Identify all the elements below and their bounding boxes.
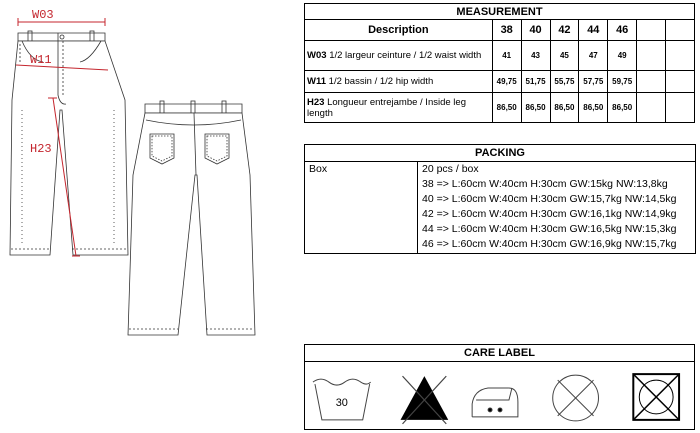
empty-size-header [666, 20, 695, 41]
pants-back-view [128, 101, 255, 335]
measurement-value: 47 [579, 41, 608, 71]
waist-label: W03 [32, 8, 54, 22]
size-header: 42 [550, 20, 579, 41]
packing-line: 42 => L:60cm W:40cm H:30cm GW:16,1kg NW:14,9kg [422, 208, 677, 221]
no-bleach-icon [401, 376, 449, 424]
table-row [305, 41, 695, 71]
size-header: 38 [492, 20, 521, 41]
packing-line: 46 => L:60cm W:40cm H:30cm GW:16,9kg NW:15,7kg [422, 238, 677, 251]
care-label-section [304, 344, 695, 430]
packing-line: 44 => L:60cm W:40cm H:30cm GW:16,5kg NW:15,3kg [422, 223, 677, 236]
measurement-value: 86,50 [579, 93, 608, 123]
measurement-value: 45 [550, 41, 579, 71]
size-header: 46 [608, 20, 637, 41]
measurement-value: 86,50 [608, 93, 637, 123]
packing-line: 38 => L:60cm W:40cm H:30cm GW:15kg NW:13,8kg [422, 178, 668, 191]
care-icons [305, 362, 694, 430]
measurement-table [304, 3, 695, 123]
wash-temperature: 30 [335, 396, 348, 409]
measurement-description: H23 Longueur entrejambe / Inside leg length [305, 93, 493, 123]
measurement-value: 86,50 [521, 93, 550, 123]
measurement-value: 41 [492, 41, 521, 71]
iron-medium-icon [472, 388, 518, 417]
inseam-label: H23 [30, 142, 52, 156]
no-dry-clean-icon [553, 375, 599, 421]
pants-front-view [10, 31, 128, 255]
packing-details [418, 162, 696, 254]
measurement-value: 86,50 [492, 93, 521, 123]
packing-line: 20 pcs / box [422, 163, 479, 175]
description-header: Description [305, 20, 493, 41]
size-header: 44 [579, 20, 608, 41]
measurement-value: 59,75 [608, 71, 637, 93]
measurement-value: 57,75 [579, 71, 608, 93]
measurement-value: 55,75 [550, 71, 579, 93]
measurement-header-row [305, 20, 695, 41]
care-label-title: CARE LABEL [305, 345, 694, 362]
packing-line: 40 => L:60cm W:40cm H:30cm GW:15,7kg NW:14,5kg [422, 193, 677, 206]
size-header: 40 [521, 20, 550, 41]
measurement-value: 49 [608, 41, 637, 71]
hip-label: W11 [30, 53, 52, 67]
measurement-value: 43 [521, 41, 550, 71]
wash-30-icon [313, 379, 371, 420]
measurement-description: W03 1/2 largeur ceinture / 1/2 waist width [305, 41, 493, 71]
pants-technical-sketch [0, 0, 300, 433]
measurement-value: 86,50 [550, 93, 579, 123]
packing-table [304, 144, 696, 254]
table-row [305, 71, 695, 93]
packing-label: Box [305, 162, 418, 254]
measurement-title: MEASUREMENT [305, 4, 695, 20]
empty-size-header [637, 20, 666, 41]
measurement-value: 51,75 [521, 71, 550, 93]
no-tumble-dry-icon [633, 374, 679, 420]
table-row [305, 93, 695, 123]
measurement-value: 49,75 [492, 71, 521, 93]
packing-title: PACKING [305, 145, 696, 162]
measurement-description: W11 1/2 bassin / 1/2 hip width [305, 71, 493, 93]
